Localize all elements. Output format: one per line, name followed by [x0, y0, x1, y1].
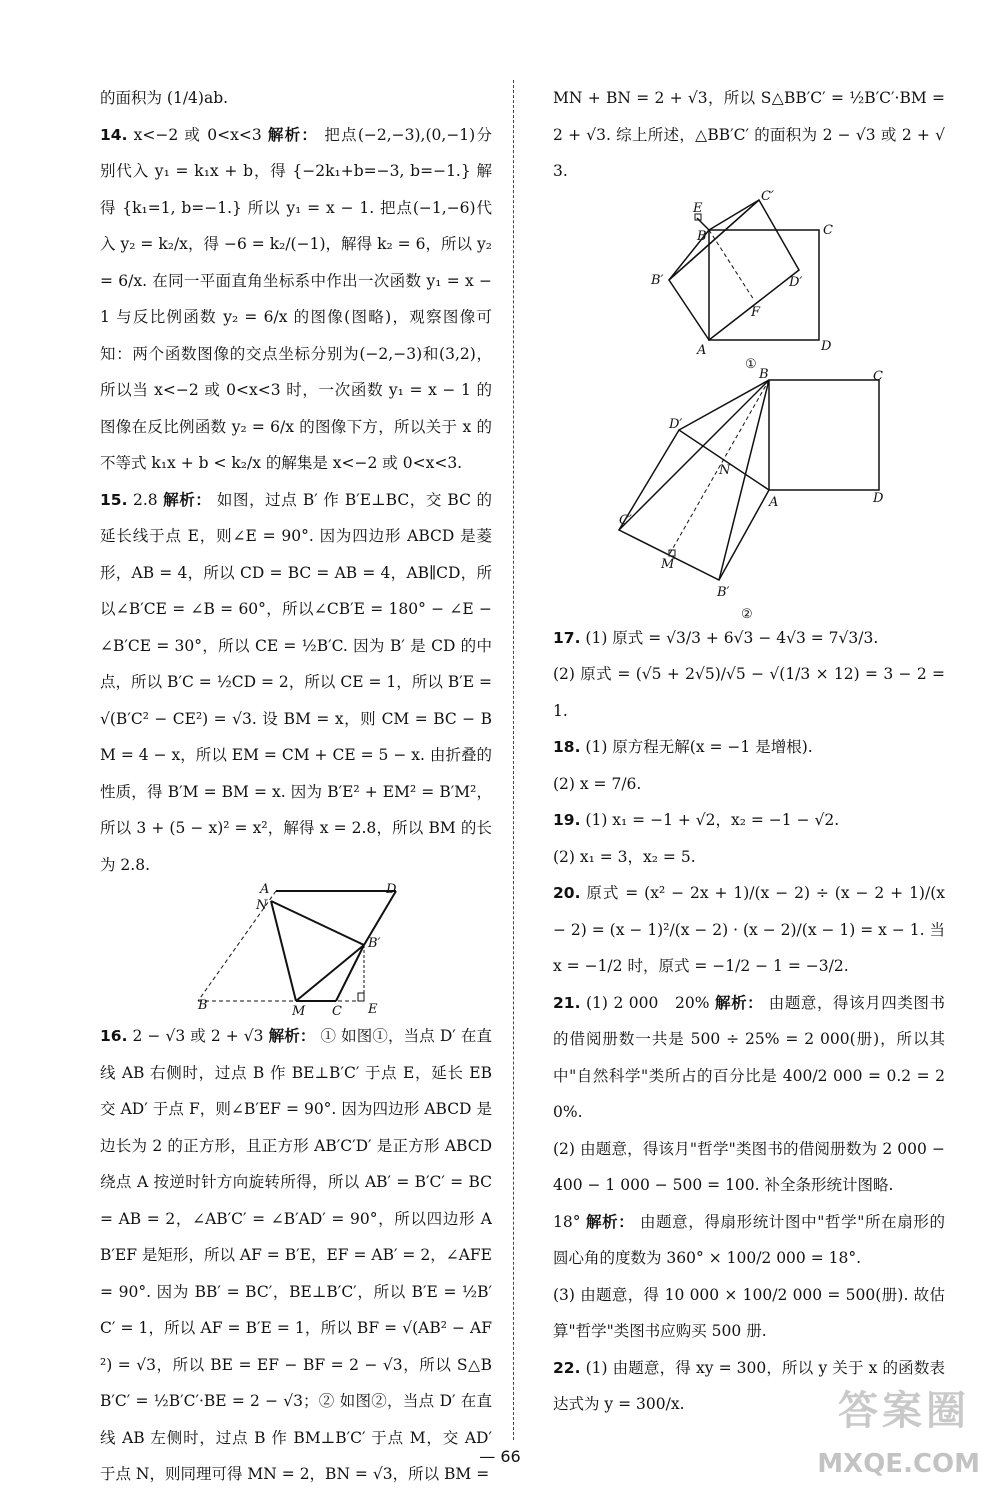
q20-number: 20.	[553, 884, 581, 902]
q15-label-C: C	[332, 1004, 342, 1019]
q15-answer	[100, 482, 492, 884]
q21-number: 21.	[553, 993, 581, 1012]
q22-body: (1) 由题意，得 xy = 300，所以 y 关于 x 的函数表达式为 y = 300/x.	[553, 1358, 945, 1413]
q19	[553, 802, 945, 875]
q14-answer	[100, 117, 492, 482]
q21-analysis-label-2: 解析：	[586, 1212, 635, 1231]
q17-part2: (2) 原式 = (√5 + 2√5)/√5 − √(1/3 × 12) = 3 − 2 = 1.	[553, 665, 945, 720]
q20-body: 原式 = (x² − 2x + 1)/(x − 2) ÷ (x − 2 + 1)/(x − 2) = (x − 1)²/(x − 2) · (x − 2)/(x − 1) = x − 1. 当 x = −1/2 时，原式 = −1/2 − 1 = −3/2.	[553, 884, 945, 975]
q16f2-label-A: A	[769, 494, 779, 510]
watermark-site: MXQE.COM	[817, 1449, 980, 1479]
q16-answer-text: 2 − √3 或 2 + √3	[132, 1027, 264, 1045]
q16-answer	[100, 1018, 492, 1493]
q18-part1: (1) 原方程无解(x = −1 是增根).	[585, 738, 813, 756]
q21-part1-answer: (1) 2 000 20%	[585, 993, 710, 1012]
q13-tail: 的面积为 (1/4)ab.	[100, 89, 229, 107]
q14-analysis-body: 把点(−2,−3),(0,−1)分别代入 y₁ = k₁x + b，得 {−2k₁+b=−3, b=−1.} 解得 {k₁=1, b=−1.} 所以 y₁ = x − 1. 把点(−1,−6)代入 y₂ = k₂/x，得 −6 = k₂/(−1)，解得 k₂ = 6，所以 y₂ = 6/x. 在同一平面直角坐标系中作出一次函数 y₁ = x − 1 与反比例函数 y₂ = 6/x 的图像(图略)，观察图像可知：两个函数图像的交点坐标分别为(−2,−3)和(3,2)，所以当 x<−2 或 0<x<3 时，一次函数 y₁ = x − 1 的图像在反比例函数 y₂ = 6/x 的图像下方，所以关于 x 的不等式 k₁x + b < k₂/x 的解集是 x<−2 或 0<x<3.	[100, 125, 492, 472]
q21	[553, 985, 945, 1350]
q21-part2: (2) 由题意，得该月"哲学"类图书的借阅册数为 2 000 − 400 − 1 000 − 500 = 100. 补全条形统计图略.	[553, 1139, 945, 1194]
q15-label-B: B	[198, 998, 208, 1013]
q16-analysis-body: ① 如图①，当点 D′ 在直线 AB 右侧时，过点 B 作 BE⊥B′C′ 于点 E，延长 EB 交 AD′ 于点 F，则∠B′EF = 90°. 因为四边形 ABCD 是边长为 2 的正方形，且正方形 AB′C′D′ 是正方形 ABCD 绕点 A 按逆时针方向旋转所得，所以 AB′ = B′C′ = BC = AB = 2，∠AB′C′ = ∠B′AD′ = 90°，所以四边形 AB′EF 是矩形，所以 AF = B′E，EF = AB′ = 2，∠AFE = 90°. 因为 BB′ = BC′，BE⊥B′C′，所以 B′E = ½B′C′ = 1，所以 AF = B′E = 1，所以 BF = √(AB² − AF²) = √3，所以 BE = EF − BF = 2 − √3，所以 S△BB′C′ = ½B′C′·BE = 2 − √3；② 如图②，当点 D′ 在直线 AB 左侧时，过点 B 作 BM⊥B′C′ 于点 M，交 AD′ 于点 N，则同理可得 MN = 2，BN = √3，所以 BM =	[100, 1027, 492, 1483]
q16f2-label-C-prime: C′	[619, 512, 632, 528]
watermark-logo: 答案圈	[838, 1388, 970, 1434]
q16-figure-2	[619, 366, 884, 622]
left-column	[100, 80, 492, 1493]
q16-figure-1	[649, 190, 849, 370]
q16f2-caption: ②	[741, 606, 753, 622]
q16f2-label-D: D	[873, 490, 884, 506]
q18-part2: (2) x = 7/6.	[553, 774, 642, 793]
q16f1-label-A: A	[697, 342, 707, 358]
q16f1-caption: ①	[745, 356, 757, 372]
q17-part1: (1) 原式 = √3/3 + 6√3 − 4√3 = 7√3/3.	[585, 628, 879, 647]
q20	[553, 875, 945, 985]
q16f1-label-C-prime: C′	[761, 188, 774, 204]
q18-number: 18.	[553, 738, 581, 756]
q15-label-M: M	[292, 1004, 306, 1019]
q14-analysis-label: 解析：	[267, 125, 319, 144]
q17-number: 17.	[553, 628, 581, 647]
q16f2-label-B: B	[759, 366, 769, 382]
page-number: — 66	[479, 1447, 521, 1466]
q19-part1: (1) x₁ = −1 + √2，x₂ = −1 − √2.	[585, 811, 840, 829]
q16-analysis-label: 解析：	[268, 1027, 316, 1045]
q15-analysis-body: 如图，过点 B′ 作 B′E⊥BC，交 BC 的延长线于点 E，则∠E = 90°. 因为四边形 ABCD 是菱形，AB = 4，所以 CD = BC = AB = 4，AB∥CD，所以∠B′CE = ∠B = 60°，所以∠CB′E = 180° − ∠E − ∠B′CE = 30°，所以 CE = ½B′C. 因为 B′ 是 CD 的中点，所以 B′C = ½CD = 2，所以 CE = 1，所以 B′E = √(B′C² − CE²) = √3. 设 BM = x，则 CM = BC − BM = 4 − x，所以 EM = CM + CE = 5 − x. 由折叠的性质，得 B′M = BM = x. 因为 B′E² + EM² = B′M²，所以 3 + (5 − x)² = x²，解得 x = 2.8，所以 BM 的长为 2.8.	[100, 490, 492, 874]
right-column	[553, 80, 945, 1423]
q15-analysis-label: 解析：	[163, 490, 212, 509]
q15-label-A: A	[260, 882, 270, 897]
q21-part3: (3) 由题意，得 10 000 × 100/2 000 = 500(册). 故估算"哲学"类图书应购买 500 册.	[553, 1285, 945, 1340]
q16f2-label-B-prime: B′	[717, 584, 730, 600]
q21-part2b-answer: 18°	[553, 1212, 581, 1231]
q16-number: 16.	[100, 1027, 128, 1045]
q17	[553, 620, 945, 730]
q21-analysis-label: 解析：	[715, 993, 764, 1012]
q16f1-label-C: C	[823, 222, 833, 238]
q16f1-label-D: D	[821, 338, 832, 354]
q16f1-label-E: E	[693, 200, 703, 216]
q15-number: 15.	[100, 490, 128, 509]
q16f2-label-M: M	[661, 556, 675, 572]
q16f1-label-D-prime: D′	[789, 274, 803, 290]
q15-label-B-prime: B′	[368, 936, 381, 951]
q15-label-D: D	[386, 882, 397, 897]
q16f2-label-D-prime: D′	[669, 416, 683, 432]
q15-answer-text: 2.8	[132, 490, 158, 509]
q15-label-E: E	[368, 1002, 378, 1017]
q19-number: 19.	[553, 811, 581, 829]
q16f1-label-F: F	[751, 304, 761, 320]
watermark	[780, 1379, 980, 1479]
q16f2-label-C: C	[873, 368, 883, 384]
q15-figure	[196, 883, 396, 1018]
q22-number: 22.	[553, 1358, 581, 1377]
q21-part2b-body: 由题意，得扇形统计图中"哲学"所在扇形的圆心角的度数为 360° × 100/2 000 = 18°.	[553, 1212, 945, 1267]
q16f1-label-B: B	[697, 228, 707, 244]
column-divider	[513, 80, 514, 1440]
q14-number: 14.	[100, 125, 128, 144]
q16f1-label-B-prime: B′	[651, 272, 664, 288]
q21-part1-body: 由题意，得该月四类图书的借阅册数一共是 500 ÷ 25% = 2 000(册)，所以其中"自然科学"类所占的百分比是 400/2 000 = 0.2 = 20%.	[553, 993, 946, 1121]
q15-label-N: N	[256, 898, 268, 913]
q19-part2: (2) x₁ = 3，x₂ = 5.	[553, 847, 696, 866]
q16-continuation: MN + BN = 2 + √3，所以 S△BB′C′ = ½B′C′·BM = 2 + √3. 综上所述，△BB′C′ 的面积为 2 − √3 或 2 + √3.	[553, 89, 945, 180]
q18	[553, 729, 945, 802]
q14-answer-text: x<−2 或 0<x<3	[133, 125, 262, 144]
q16f2-label-N: N	[719, 462, 731, 478]
